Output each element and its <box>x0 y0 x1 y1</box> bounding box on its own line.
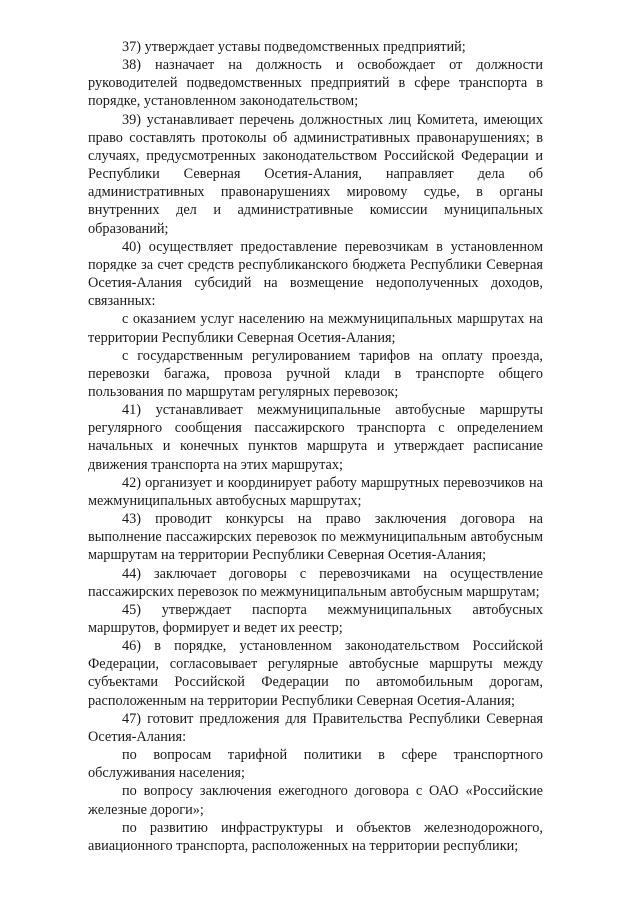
document-page <box>88 38 543 855</box>
item-42: 42) организует и координирует работу маршрутных перевозчиков на межмуниципальных автобусных маршрутах; <box>88 474 543 509</box>
item-47-subitem-3: по развитию инфраструктуры и объектов железнодорожного, авиационного транспорта, расположенных на территории республики; <box>88 819 543 854</box>
item-47: 47) готовит предложения для Правительства Республики Северная Осетия-Алания: <box>88 710 543 745</box>
item-41: 41) устанавливает межмуниципальные автобусные маршруты регулярного сообщения пассажирского транспорта с определением начальных и конечных пунктов маршрута и утверждает расписание движения транспорта на этих маршрутах; <box>88 402 543 473</box>
item-43: 43) проводит конкурсы на право заключения договора на выполнение пассажирских перевозок по межмуниципальным автобусным маршрутам на территории Республики Северная Осетия-Алания; <box>88 511 543 564</box>
item-44: 44) заключает договоры с перевозчиками на осуществление пассажирских перевозок по межмуниципальным автобусным маршрутам; <box>88 565 543 600</box>
item-47-subitem-2: по вопросу заключения ежегодного договора с ОАО «Российские железные дороги»; <box>88 783 543 818</box>
item-38: 38) назначает на должность и освобождает от должности руководителей подведомственных предприятий в сфере транспорта в порядке, установленном законодательством; <box>88 57 543 110</box>
item-39: 39) устанавливает перечень должностных лиц Комитета, имеющих право составлять протоколы об административных правонарушениях; в случаях, предусмотренных законодательством Российской Федерации и Республики Северная Осетия-Алания, направляет дела об административных правонарушениях мировому судье, в органы внутренних дел и административные комиссии муниципальных образований; <box>88 111 543 237</box>
item-47-subitem-1: по вопросам тарифной политики в сфере транспортного обслуживания населения; <box>88 747 543 782</box>
item-45: 45) утверждает паспорта межмуниципальных автобусных маршрутов, формирует и ведет их реестр; <box>88 601 543 636</box>
item-40-subitem-2: с государственным регулированием тарифов на оплату проезда, перевозки багажа, провоза ручной клади в транспорте общего пользования по маршрутам регулярных перевозок; <box>88 347 543 400</box>
item-37: 37) утверждает уставы подведомственных предприятий; <box>122 39 466 55</box>
item-46: 46) в порядке, установленном законодательством Российской Федерации, согласовывает регулярные автобусные маршруты между субъектами Российской Федерации по автомобильным дорогам, расположенным на территории Республики Северная Осетия-Алания; <box>88 638 543 709</box>
item-40: 40) осуществляет предоставление перевозчикам в установленном порядке за счет средств республиканского бюджета Республики Северная Осетия-Алания субсидий на возмещение недополученных доходов, связанных: <box>88 238 543 310</box>
item-40-subitem-1: с оказанием услуг населению на межмуниципальных маршрутах на территории Республики Северная Осетия-Алания; <box>88 311 543 346</box>
